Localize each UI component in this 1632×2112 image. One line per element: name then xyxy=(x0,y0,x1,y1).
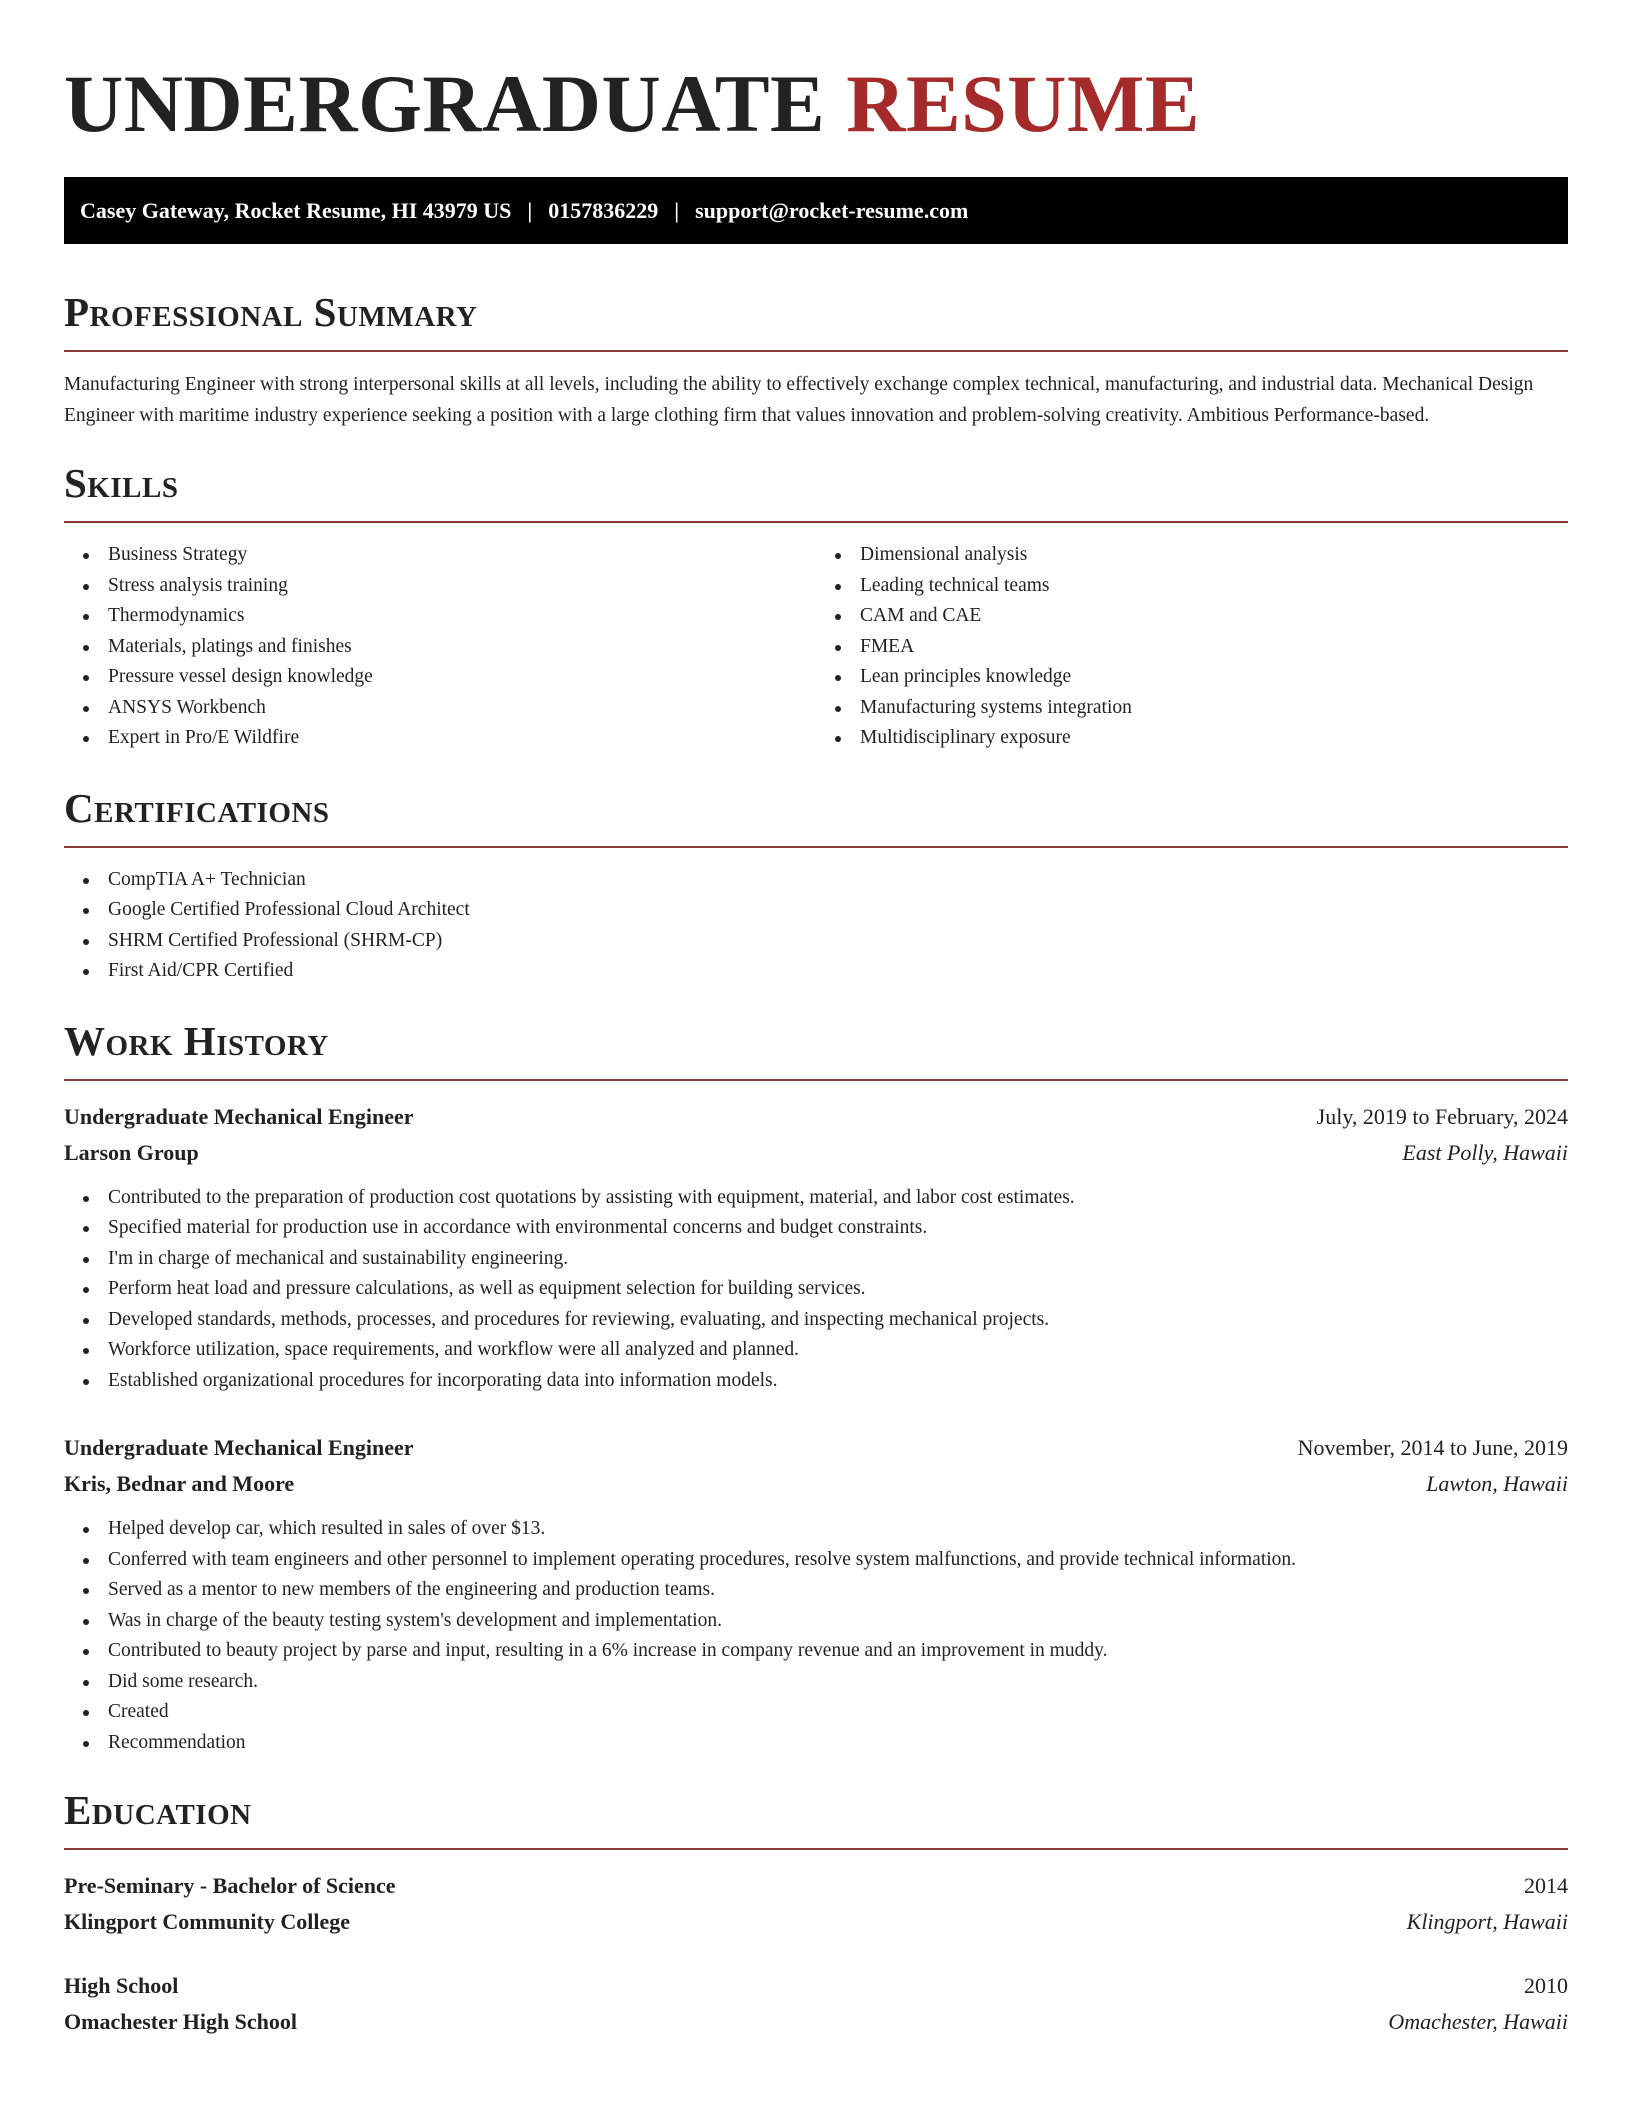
skill-item: Expert in Pro/E Wildfire xyxy=(108,723,816,754)
job-title: Undergraduate Mechanical Engineer xyxy=(64,1103,414,1129)
education-year: 2014 xyxy=(1524,1873,1568,1898)
skill-item: Leading technical teams xyxy=(860,571,1568,602)
education-entry xyxy=(64,1968,1568,2040)
job-location: Lawton, Hawaii xyxy=(1426,1471,1568,1496)
job-duty-item: Served as a mentor to new members of the engineering and production teams. xyxy=(108,1575,1568,1606)
job-duty-item: Recommendation xyxy=(108,1728,1568,1759)
title-accent: RESUME xyxy=(846,58,1201,149)
job-duty-item: Contributed to beauty project by parse and input, resulting in a 6% increase in company revenue and an improvement in muddy. xyxy=(108,1636,1568,1667)
skill-item: Dimensional analysis xyxy=(860,540,1568,571)
section-heading-certifications: Certifications xyxy=(64,784,1568,848)
contact-phone: 0157836229 xyxy=(548,197,659,223)
job-duties-list xyxy=(64,1514,1568,1758)
contact-email[interactable]: support@rocket-resume.com xyxy=(695,197,969,223)
skill-item: FMEA xyxy=(860,632,1568,663)
job-dates: July, 2019 to February, 2024 xyxy=(1316,1103,1568,1129)
job-company: Larson Group xyxy=(64,1139,199,1165)
work-history-section xyxy=(64,1017,1568,1759)
job-entry xyxy=(64,1430,1568,1758)
job-title-row xyxy=(64,1430,1568,1466)
skills-section xyxy=(64,459,1568,754)
certifications-list xyxy=(64,865,1568,987)
education-location: Omachester, Hawaii xyxy=(1388,2009,1568,2034)
job-duties-list xyxy=(64,1183,1568,1397)
job-company-row xyxy=(64,1135,1568,1171)
skills-columns xyxy=(64,540,1568,754)
section-heading-skills: Skills xyxy=(64,459,1568,523)
contact-address: Casey Gateway, Rocket Resume, HI 43979 US xyxy=(80,197,512,223)
education-year: 2010 xyxy=(1524,1973,1568,1998)
skill-item: Business Strategy xyxy=(108,540,816,571)
section-heading-summary: Professional Summary xyxy=(64,288,1568,352)
skill-item: Pressure vessel design knowledge xyxy=(108,662,816,693)
education-school-row xyxy=(64,1904,1568,1940)
skill-item: ANSYS Workbench xyxy=(108,693,816,724)
skills-list-left xyxy=(64,540,816,754)
job-duty-item: Helped develop car, which resulted in sales of over $13. xyxy=(108,1514,1568,1545)
skills-list-right xyxy=(816,540,1568,754)
job-duty-item: Contributed to the preparation of production cost quotations by assisting with equipment, material, and labor cost estimates. xyxy=(108,1183,1568,1214)
certification-item: CompTIA A+ Technician xyxy=(108,865,1568,896)
job-dates: November, 2014 to June, 2019 xyxy=(1297,1435,1568,1460)
job-duty-item: Workforce utilization, space requirements, and workflow were all analyzed and planned. xyxy=(108,1335,1568,1366)
job-company-row xyxy=(64,1466,1568,1502)
job-duty-item: I'm in charge of mechanical and sustainability engineering. xyxy=(108,1244,1568,1275)
skill-item: Lean principles knowledge xyxy=(860,662,1568,693)
skill-item: CAM and CAE xyxy=(860,601,1568,632)
certifications-section xyxy=(64,784,1568,987)
job-duty-item: Did some research. xyxy=(108,1667,1568,1698)
job-location: East Polly, Hawaii xyxy=(1402,1139,1568,1165)
certification-item: SHRM Certified Professional (SHRM-CP) xyxy=(108,926,1568,957)
professional-summary-section xyxy=(64,288,1568,431)
education-entry xyxy=(64,1868,1568,1940)
job-title: Undergraduate Mechanical Engineer xyxy=(64,1435,414,1460)
education-school: Omachester High School xyxy=(64,2009,298,2034)
job-duty-item: Specified material for production use in accordance with environmental concerns and budget constraints. xyxy=(108,1213,1568,1244)
education-section xyxy=(64,1786,1568,2040)
education-degree: High School xyxy=(64,1973,179,1998)
job-duty-item: Established organizational procedures for incorporating data into information models. xyxy=(108,1366,1568,1397)
section-heading-education: Education xyxy=(64,1786,1568,1850)
job-duty-item: Conferred with team engineers and other personnel to implement operating procedures, resolve system malfunctions, and provide technical information. xyxy=(108,1545,1568,1576)
resume-title xyxy=(64,58,1568,150)
education-location: Klingport, Hawaii xyxy=(1406,1909,1568,1934)
job-entry xyxy=(64,1099,1568,1397)
job-company: Kris, Bednar and Moore xyxy=(64,1471,295,1496)
education-degree-row xyxy=(64,1868,1568,1904)
education-degree-row xyxy=(64,1968,1568,2004)
contact-separator: | xyxy=(527,197,533,223)
certification-item: Google Certified Professional Cloud Architect xyxy=(108,895,1568,926)
education-school: Klingport Community College xyxy=(64,1909,350,1934)
skill-item: Manufacturing systems integration xyxy=(860,693,1568,724)
certification-item: First Aid/CPR Certified xyxy=(108,956,1568,987)
contact-bar xyxy=(64,177,1568,244)
skill-item: Multidisciplinary exposure xyxy=(860,723,1568,754)
job-duty-item: Was in charge of the beauty testing system's development and implementation. xyxy=(108,1606,1568,1637)
education-degree: Pre-Seminary - Bachelor of Science xyxy=(64,1873,396,1898)
job-duty-item: Developed standards, methods, processes, and procedures for reviewing, evaluating, and inspecting mechanical projects. xyxy=(108,1305,1568,1336)
skill-item: Thermodynamics xyxy=(108,601,816,632)
education-school-row xyxy=(64,2004,1568,2040)
summary-text: Manufacturing Engineer with strong interpersonal skills at all levels, including the ability to effectively exchange complex technical, manufacturing, and industrial data. Mechanical Design Engineer with maritime industry experience seeking a position with a large clothing firm that values innovation and problem-solving creativity. Ambitious Performance-based. xyxy=(64,374,1534,426)
job-title-row xyxy=(64,1099,1568,1135)
job-duty-item: Perform heat load and pressure calculations, as well as equipment selection for building services. xyxy=(108,1274,1568,1305)
section-heading-work-history: Work History xyxy=(64,1017,1568,1081)
job-duty-item: Created xyxy=(108,1697,1568,1728)
skill-item: Stress analysis training xyxy=(108,571,816,602)
contact-separator: | xyxy=(674,197,680,223)
title-main: UNDERGRADUATE xyxy=(64,58,826,149)
skill-item: Materials, platings and finishes xyxy=(108,632,816,663)
